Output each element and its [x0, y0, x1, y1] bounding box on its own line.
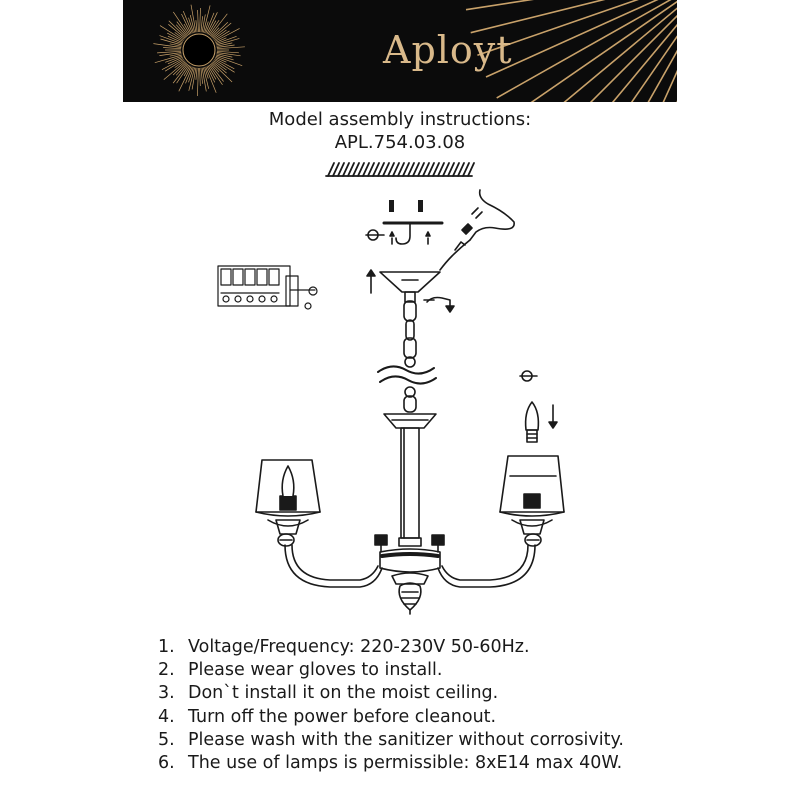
instruction-text: Don`t install it on the moist ceiling.: [188, 683, 499, 704]
instruction-number: 4.: [158, 706, 175, 727]
wire-cable-icon: [440, 190, 514, 270]
bulb-icon: [526, 402, 539, 442]
stem-column-icon: [399, 428, 421, 546]
stem-cup-icon: [384, 414, 436, 428]
sun-logo-icon: [153, 5, 245, 96]
instruction-number: 1.: [158, 637, 175, 657]
screwdriver-icon: [520, 371, 537, 381]
central-body-icon: [380, 549, 440, 614]
instruction-number: 2.: [158, 660, 175, 681]
instruction-text: Voltage/Frequency: 220-230V 50-60Hz.: [188, 637, 530, 657]
brand-banner: [123, 0, 677, 102]
right-arm-icon: [438, 534, 541, 587]
brand-name: Aployt: [383, 28, 513, 72]
chain-icon: [404, 387, 416, 412]
chain-icon: [404, 301, 416, 367]
terminal-block-icon: [218, 266, 317, 309]
mounting-bracket-icon: [384, 200, 442, 244]
instruction-number: 6.: [158, 753, 175, 774]
instruction-item: [158, 706, 624, 729]
ceiling-hatch-icon: [326, 163, 474, 176]
instruction-text: Please wear gloves to install.: [188, 660, 443, 681]
assembly-diagram: [0, 150, 800, 630]
instruction-text: Please wash with the sanitizer without corrosivity.: [188, 729, 624, 750]
break-mark-icon: [378, 366, 436, 383]
instructions-list: [158, 636, 624, 775]
left-arm-icon: [278, 534, 382, 587]
arrow-down-icon: [549, 405, 557, 428]
screwdriver-icon: [366, 230, 384, 240]
model-number: APL.754.03.08: [334, 132, 466, 153]
assembly-title: Model assembly instructions:: [268, 109, 532, 130]
instruction-number: 3.: [158, 683, 175, 704]
left-lampshade-icon: [256, 460, 320, 534]
instruction-item: [158, 636, 624, 659]
arrow-up-icon: [367, 270, 375, 293]
instruction-item: [158, 659, 624, 682]
instruction-number: 5.: [158, 729, 175, 750]
instruction-item: [158, 729, 624, 752]
canopy-icon: [380, 272, 440, 302]
right-lampshade-icon: [500, 456, 564, 534]
instruction-item: [158, 752, 624, 775]
instruction-text: The use of lamps is permissible: 8xE14 max 40W.: [188, 753, 623, 774]
rotate-arrow-icon: [424, 298, 454, 313]
instruction-item: [158, 682, 624, 705]
instruction-text: Turn off the power before cleanout.: [188, 706, 497, 727]
